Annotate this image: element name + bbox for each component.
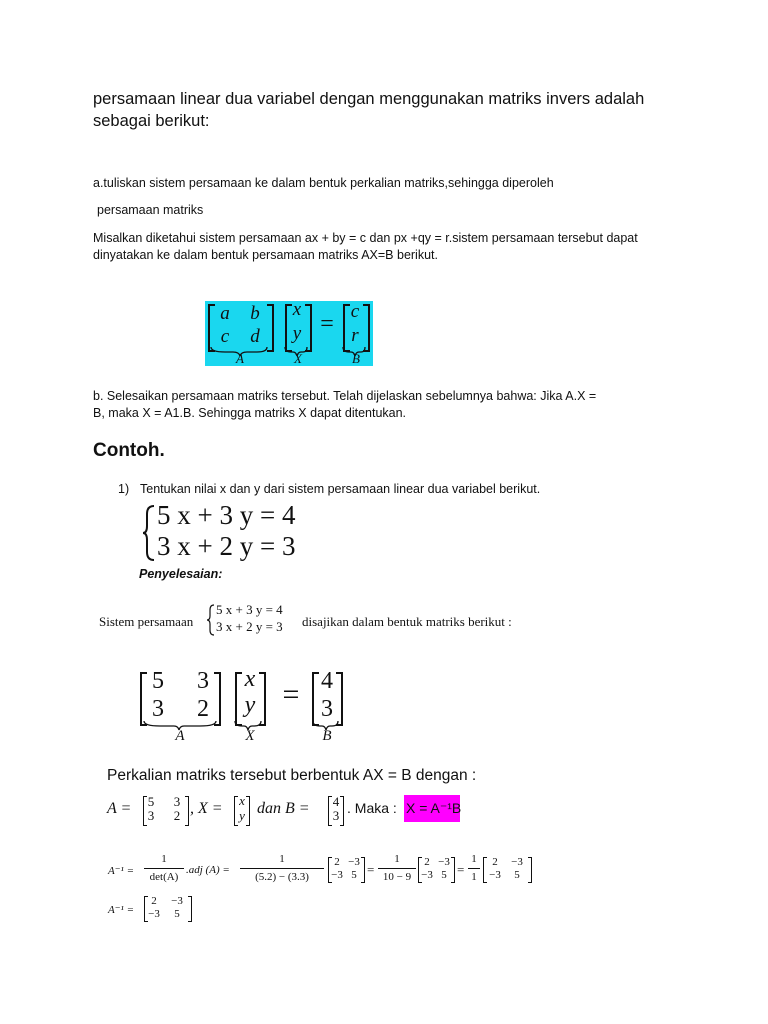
small-eq-2: 3 x + 2 y = 3 bbox=[216, 619, 283, 634]
frac1-den: det(A) bbox=[149, 871, 179, 883]
bracket-right bbox=[246, 796, 250, 826]
m3-cell-4: 5 bbox=[514, 869, 520, 881]
equals-sign: = bbox=[282, 678, 300, 711]
label-X: X bbox=[294, 351, 302, 366]
matrix-cell-c: c bbox=[220, 326, 230, 347]
label-X: X bbox=[245, 728, 255, 744]
X-cell-y: y bbox=[239, 808, 245, 823]
maka-text: . Maka : bbox=[347, 800, 397, 816]
penyelesaian-label: Penyelesaian: bbox=[139, 567, 223, 581]
dan-B-equals: dan B = bbox=[257, 800, 310, 817]
frac2-num: 1 bbox=[279, 853, 285, 865]
inverse-result bbox=[108, 893, 228, 927]
step-a-line-2: persamaan matriks bbox=[97, 203, 204, 217]
X-equals: , X = bbox=[190, 800, 223, 817]
m2-cell-3: −3 bbox=[421, 869, 433, 881]
definition-line bbox=[107, 794, 507, 830]
bracket-right bbox=[214, 672, 221, 726]
bracket-right bbox=[188, 896, 192, 922]
m2-cell-2: −3 bbox=[438, 856, 450, 868]
left-brace bbox=[207, 604, 215, 636]
numeric-matrix-equation bbox=[138, 668, 358, 748]
step-a-line-1: a.tuliskan sistem persamaan ke dalam bentuk perkalian matriks,sehingga diperoleh bbox=[93, 176, 554, 190]
m3-cell-1: 2 bbox=[492, 856, 498, 868]
bracket-right bbox=[451, 857, 455, 883]
label-A: A bbox=[236, 351, 244, 366]
m1-cell-3: −3 bbox=[331, 869, 343, 881]
question-number: 1) bbox=[118, 482, 130, 496]
matrix-cell-x: x bbox=[244, 666, 256, 692]
frac3-bar bbox=[378, 868, 416, 869]
m1-cell-1: 2 bbox=[334, 856, 340, 868]
frac1-num: 1 bbox=[161, 853, 167, 865]
intro-line-1: persamaan linear dua variabel dengan menggunakan matriks invers adalah bbox=[93, 90, 645, 108]
question-text: Tentukan nilai x dan y dari sistem persamaan linear dua variabel berikut. bbox=[140, 482, 541, 496]
frac1-bar bbox=[144, 868, 184, 869]
system-eq-2: 3 x + 2 y = 3 bbox=[157, 531, 296, 561]
A-equals: A = bbox=[107, 800, 132, 817]
frac4-bar bbox=[468, 868, 480, 869]
misalkan-line-1: Misalkan diketahui sistem persamaan ax + by = c dan px +qy = r.sistem persamaan tersebut dapat bbox=[93, 231, 638, 245]
label-A: A bbox=[175, 728, 185, 744]
m2-cell-1: 2 bbox=[424, 856, 430, 868]
sistem-label: Sistem persamaan bbox=[99, 614, 194, 629]
equals-1: = bbox=[367, 862, 375, 877]
B-cell-3: 3 bbox=[332, 808, 340, 823]
highlighted-formula: X = A⁻¹B bbox=[406, 800, 462, 816]
generic-matrix-content bbox=[205, 301, 373, 366]
bracket-right bbox=[340, 796, 344, 826]
matrix-cell-c-rhs: c bbox=[350, 301, 360, 322]
frac4-num: 1 bbox=[471, 853, 477, 865]
bracket-right bbox=[528, 857, 532, 883]
m1-cell-2: −3 bbox=[348, 856, 360, 868]
m3-cell-3: −3 bbox=[489, 869, 501, 881]
bracket-right bbox=[185, 796, 189, 826]
B-cell-4: 4 bbox=[332, 794, 340, 809]
matrix-cell-y: y bbox=[244, 692, 256, 718]
m3-cell-2: −3 bbox=[511, 856, 523, 868]
A-inverse-lhs: A⁻¹ = bbox=[108, 865, 134, 877]
A-cell-1: 5 bbox=[147, 794, 155, 809]
system-small bbox=[207, 602, 307, 638]
system-eq-1: 5 x + 3 y = 4 bbox=[157, 500, 296, 530]
matrix-cell-r: r bbox=[351, 325, 359, 346]
matrix-cell-5: 5 bbox=[152, 668, 164, 694]
label-B: B bbox=[322, 728, 332, 744]
left-brace bbox=[142, 504, 156, 562]
r-cell-4: 5 bbox=[174, 908, 180, 920]
contoh-heading: Contoh. bbox=[93, 440, 165, 461]
matrix-cell-2: 2 bbox=[197, 696, 209, 722]
matrix-cell-x: x bbox=[292, 299, 302, 320]
matrix-cell-3-bottom: 3 bbox=[152, 696, 164, 722]
m2-cell-4: 5 bbox=[441, 869, 447, 881]
equals-sign: = bbox=[320, 311, 334, 337]
frac2-bar bbox=[240, 868, 324, 869]
r-cell-3: −3 bbox=[148, 908, 160, 920]
matrix-cell-b: b bbox=[250, 303, 260, 324]
intro-line-2: sebagai berikut: bbox=[93, 112, 210, 130]
bracket-right bbox=[336, 672, 343, 726]
matrix-cell-3-rhs: 3 bbox=[321, 696, 333, 722]
r-cell-2: −3 bbox=[171, 895, 183, 907]
system-big bbox=[142, 500, 342, 566]
A-cell-4: 2 bbox=[173, 808, 181, 823]
frac3-num: 1 bbox=[394, 853, 400, 865]
frac3-den: 10 − 9 bbox=[382, 871, 412, 883]
adj-text: .adj (A) = bbox=[186, 864, 230, 876]
A-cell-3: 3 bbox=[147, 808, 155, 823]
intro-paragraph bbox=[93, 88, 693, 132]
matrix-cell-3-top: 3 bbox=[197, 668, 209, 694]
misalkan-paragraph bbox=[93, 230, 713, 264]
step-b-paragraph bbox=[93, 388, 713, 422]
step-b-line-1: b. Selesaikan persamaan matriks tersebut. Telah dijelaskan sebelumnya bahwa: Jika A.X = bbox=[93, 389, 597, 403]
m1-cell-4: 5 bbox=[351, 869, 357, 881]
A-cell-2: 3 bbox=[173, 794, 181, 809]
bracket-right bbox=[361, 857, 365, 883]
small-eq-1: 5 x + 3 y = 4 bbox=[216, 602, 283, 617]
equals-2: = bbox=[457, 862, 465, 877]
A-inverse-lhs-2: A⁻¹ = bbox=[108, 904, 134, 916]
perkalian-text: Perkalian matriks tersebut berbentuk AX = B dengan : bbox=[107, 767, 477, 784]
frac2-den: (5.2) − (3.3) bbox=[255, 871, 309, 883]
frac4-den: 1 bbox=[471, 871, 477, 883]
misalkan-line-2: dinyatakan ke dalam bentuk persamaan matriks AX=B berikut. bbox=[93, 248, 438, 262]
matrix-cell-4: 4 bbox=[321, 668, 333, 694]
inverse-computation bbox=[108, 851, 548, 891]
label-B: B bbox=[352, 351, 360, 366]
bracket-right bbox=[259, 672, 266, 726]
X-cell-x: x bbox=[239, 793, 245, 808]
step-b-line-2: B, maka X = A1.B. Sehingga matriks X dapat ditentukan. bbox=[93, 406, 407, 420]
matrix-cell-d: d bbox=[250, 326, 260, 347]
disajikan-text: disajikan dalam bentuk matriks berikut : bbox=[302, 614, 512, 629]
matrix-cell-a: a bbox=[220, 303, 230, 324]
r-cell-1: 2 bbox=[151, 895, 157, 907]
matrix-cell-y: y bbox=[292, 323, 302, 344]
